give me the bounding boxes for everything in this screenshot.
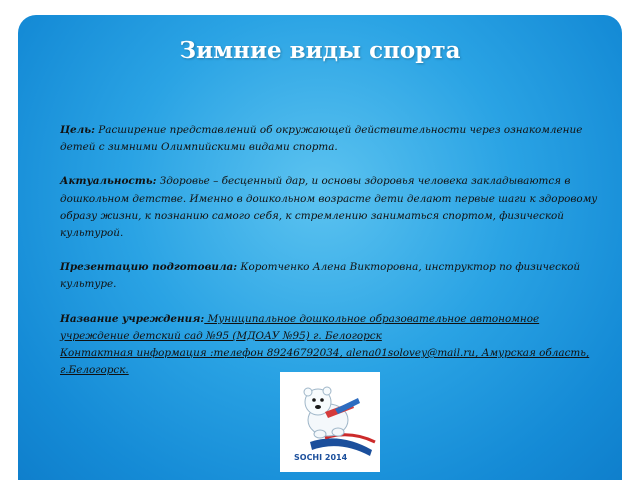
slide-title: Зимние виды спорта (179, 37, 461, 64)
institution-text: Муниципальное дошкольное образовательное автономное учреждение детский сад №95 (МДОАУ №95) г. Белогорск (60, 312, 540, 342)
sochi-logo-text: SOCHI 2014 (294, 453, 348, 462)
relevance-label: Актуальность: (60, 175, 157, 188)
author-text: Коротченко Алена Викторовна, инструктор по физической культуре. (60, 261, 581, 291)
slide-content (60, 122, 600, 396)
institution-paragraph (60, 311, 600, 380)
relevance-text: Здоровье – бесценный дар, и основы здоровья человека закладываются в дошкольном детстве. Именно в дошкольном возрасте дети делают первые шаги к здоровому образу жизни, к познанию самого себя, к стремлению заниматься спортом, физической культурой. (60, 175, 598, 240)
goal-label: Цель: (60, 124, 95, 136)
sochi-2014-polar-bear-mascot-icon (280, 372, 380, 472)
relevance-paragraph (60, 173, 600, 242)
contacts-text: Контактная информация :телефон 89246792034, alena01solovey@mail.ru, Амурская область, г.Белогорск. (60, 347, 590, 377)
author-paragraph (60, 259, 600, 293)
goal-text: Расширение представлений об окружающей действительности через ознакомление детей с зимними Олимпийскими видами спорта. (60, 124, 583, 154)
author-label: Презентацию подготовила: (60, 261, 238, 274)
goal-paragraph (60, 122, 600, 156)
slide (18, 15, 622, 480)
institution-label: Название учреждения: (60, 312, 205, 325)
